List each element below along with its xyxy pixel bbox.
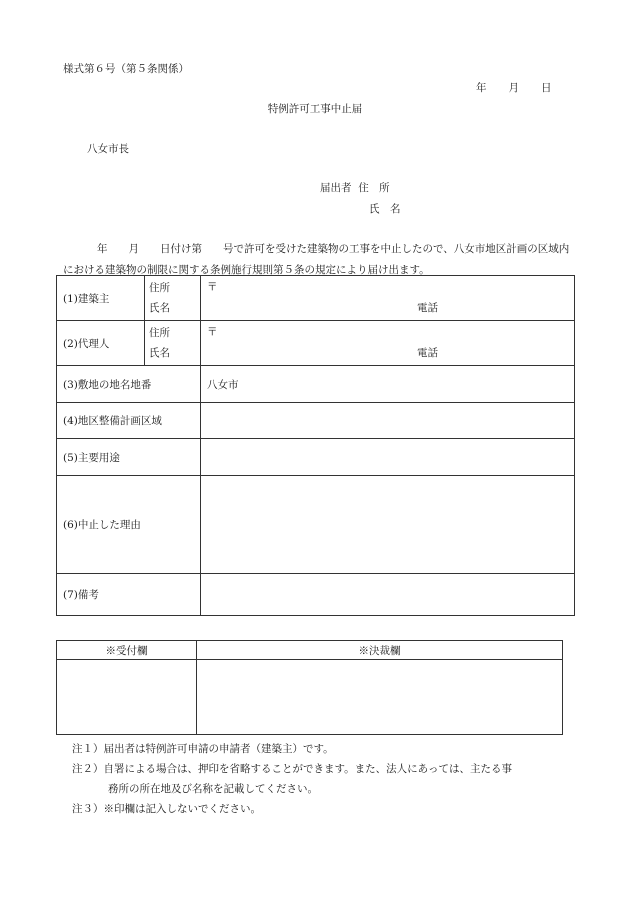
application-table <box>56 275 575 616</box>
applicant-label: 届出者 <box>320 182 352 194</box>
reception-cell <box>57 660 197 735</box>
date-month-label: 月 <box>508 82 519 94</box>
note-2-continued: 務所の所在地及び名称を記載してください。 <box>108 783 318 795</box>
phone-label: 電話 <box>417 347 438 359</box>
use-label: (5)主要用途 <box>57 439 201 476</box>
table-row <box>57 276 575 321</box>
owner-label: (1)建築主 <box>57 276 145 321</box>
applicant-address-label: 住 所 <box>358 182 390 194</box>
table-row <box>57 476 575 574</box>
reason-input[interactable] <box>201 476 575 574</box>
addressee: 八女市長 <box>87 143 129 155</box>
office-use-table <box>56 640 563 735</box>
document-title: 特例許可工事中止届 <box>267 103 363 115</box>
owner-sublabels <box>145 276 201 321</box>
form-number: 様式第６号（第５条関係） <box>63 63 189 75</box>
table-row <box>57 403 575 439</box>
postal-mark: 〒 <box>207 281 218 293</box>
owner-address-sublabel: 住所 <box>149 282 170 294</box>
date-year-label: 年 <box>476 82 487 94</box>
date-line <box>476 80 552 95</box>
agent-sublabels <box>145 321 201 366</box>
reason-label: (6)中止した理由 <box>57 476 201 574</box>
reception-header: ※受付欄 <box>57 641 197 660</box>
site-value[interactable]: 八女市 <box>201 366 575 403</box>
agent-name-sublabel: 氏名 <box>149 347 170 359</box>
owner-name-sublabel: 氏名 <box>149 302 170 314</box>
table-row <box>57 574 575 616</box>
district-label: (4)地区整備計画区域 <box>57 403 201 439</box>
body-text: 年 月 日付け第 号で許可を受けた建築物の工事を中止したので、八女市地区計画の区域内における建築物の制限に関する条例施行規則第５条の規定により届け出ます。 <box>63 243 570 276</box>
date-day-label: 日 <box>541 82 552 94</box>
table-row <box>57 439 575 476</box>
site-label: (3)敷地の地名地番 <box>57 366 201 403</box>
use-input[interactable] <box>201 439 575 476</box>
table-row <box>57 660 563 735</box>
note-2: 注２）自署による場合は、押印を省略することができます。また、法人にあっては、主たる事 <box>72 763 513 775</box>
owner-input-cell[interactable] <box>201 276 575 321</box>
table-row <box>57 641 563 660</box>
decision-cell <box>197 660 563 735</box>
agent-label: (2)代理人 <box>57 321 145 366</box>
agent-address-sublabel: 住所 <box>149 327 170 339</box>
postal-mark: 〒 <box>207 326 218 338</box>
remarks-label: (7)備考 <box>57 574 201 616</box>
decision-header: ※決裁欄 <box>197 641 563 660</box>
table-row <box>57 321 575 366</box>
applicant-name-label: 氏 名 <box>369 203 401 215</box>
note-3: 注３）※印欄は記入しないでください。 <box>72 803 261 815</box>
remarks-input[interactable] <box>201 574 575 616</box>
note-1: 注１）届出者は特例許可申請の申請者（建築主）です。 <box>72 743 334 755</box>
district-input[interactable] <box>201 403 575 439</box>
applicant-address-line <box>320 180 390 195</box>
phone-label: 電話 <box>417 302 438 314</box>
agent-input-cell[interactable] <box>201 321 575 366</box>
table-row <box>57 366 575 403</box>
